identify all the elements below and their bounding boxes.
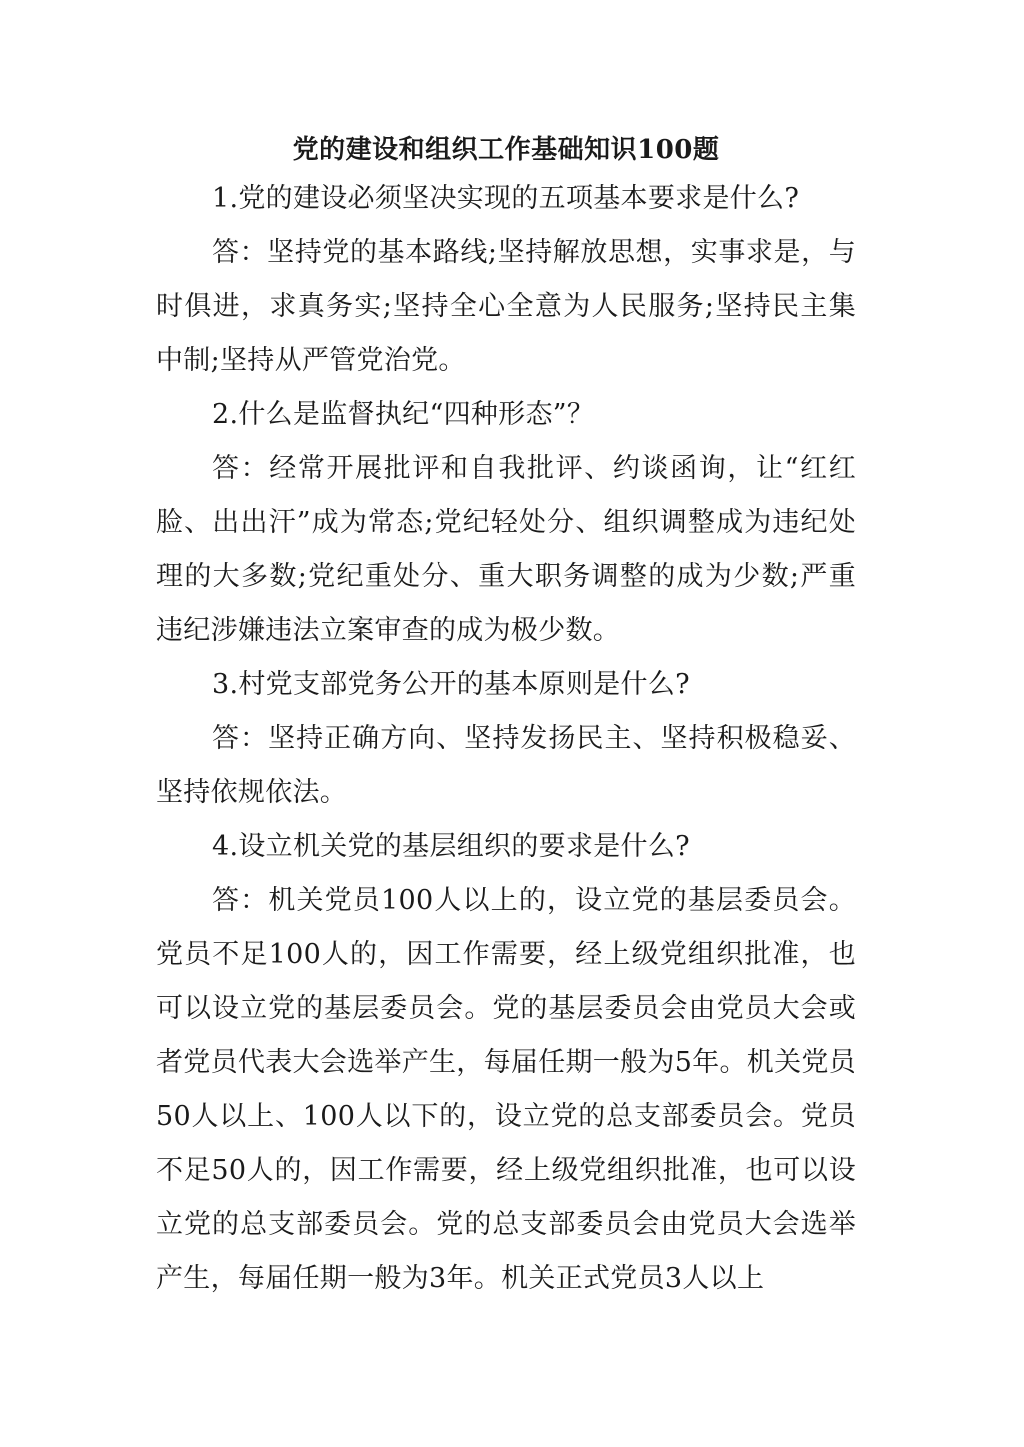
question-2: 2.什么是监督执纪“四种形态”？ [212,399,595,430]
answer-3: 答：坚持正确方向、坚持发扬民主、坚持积极稳妥、坚持依规依法。 [156,723,856,808]
document-page [156,128,856,1306]
question-1: 1.党的建设必须坚决实现的五项基本要求是什么? [212,183,800,214]
answer-1: 答：坚持党的基本路线;坚持解放思想，实事求是，与时俱进，求真务实;坚持全心全意为人民服务;坚持民主集中制;坚持从严管党治党。 [156,237,856,376]
answer-4: 答：机关党员100人以上的，设立党的基层委员会。党员不足100人的，因工作需要，经上级党组织批准，也可以设立党的基层委员会。党的基层委员会由党员大会或者党员代表大会选举产生，每届任期一般为5年。机关党员50人以上、100人以下的，设立党的总支部委员会。党员不足50人的，因工作需要，经上级党组织批准，也可以设立党的总支部委员会。党的总支部委员会由党员大会选举产生，每届任期一般为3年。机关正式党员3人以上 [156,885,856,1294]
question-4: 4.设立机关党的基层组织的要求是什么? [212,831,690,862]
question-3: 3.村党支部党务公开的基本原则是什么? [212,669,690,700]
answer-2: 答：经常开展批评和自我批评、约谈函询，让“红红脸、出出汗”成为常态;党纪轻处分、组织调整成为违纪处理的大多数;党纪重处分、重大职务调整的成为少数;严重违纪涉嫌违法立案审查的成为极少数。 [156,453,856,646]
document-title: 党的建设和组织工作基础知识100题 [292,135,720,165]
